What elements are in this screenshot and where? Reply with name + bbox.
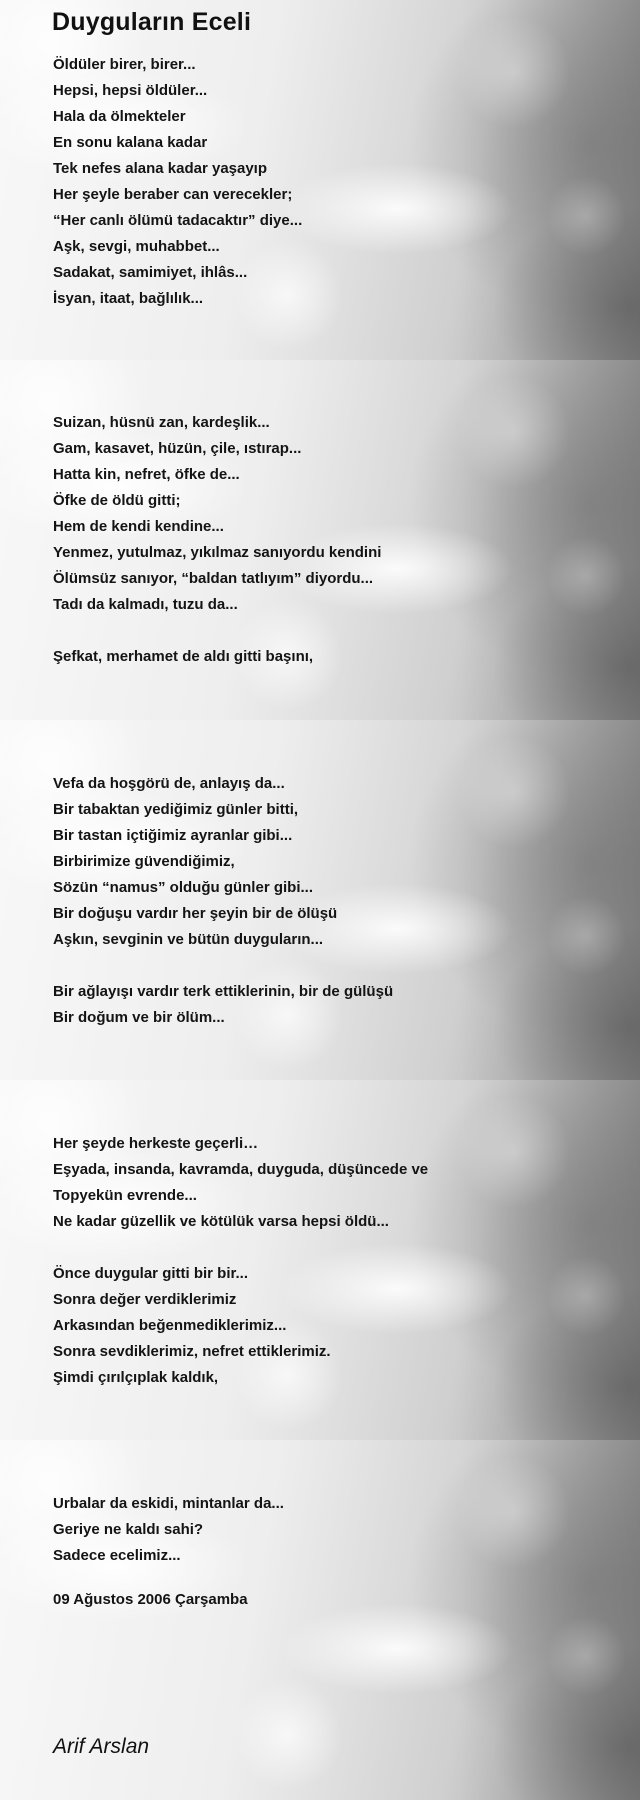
poem-line: Topyekün evrende... bbox=[53, 1187, 197, 1204]
poem-line: Öldüler birer, birer... bbox=[53, 56, 196, 73]
poem-line: Hala da ölmekteler bbox=[53, 108, 186, 125]
poem-line: Her şeyde herkeste geçerli… bbox=[53, 1135, 259, 1152]
poem-line: Urbalar da eskidi, mintanlar da... bbox=[53, 1495, 284, 1512]
poem-line: Hatta kin, nefret, öfke de... bbox=[53, 466, 240, 483]
poem-line: Bir doğuşu vardır her şeyin bir de ölüşü bbox=[53, 905, 338, 922]
poem-panel-3 bbox=[0, 720, 640, 1080]
poem-line: Gam, kasavet, hüzün, çile, ıstırap... bbox=[53, 440, 302, 457]
poem-line: Öfke de öldü gitti; bbox=[53, 492, 181, 509]
poem-line: Sonra değer verdiklerimiz bbox=[53, 1291, 237, 1308]
poem-line: Hepsi, hepsi öldüler... bbox=[53, 82, 208, 99]
stanza-5 bbox=[53, 1491, 284, 1569]
poem-line: Sonra sevdiklerimiz, nefret ettiklerimiz. bbox=[53, 1343, 331, 1360]
stanza-2 bbox=[53, 410, 381, 670]
poem-line: Yenmez, yutulmaz, yıkılmaz sanıyordu kendini bbox=[53, 544, 382, 561]
poem-line: Önce duygular gitti bir bir... bbox=[53, 1265, 249, 1282]
poem-line: Birbirimize güvendiğimiz, bbox=[53, 853, 235, 870]
poem-line: Eşyada, insanda, kavramda, duyguda, düşüncede ve bbox=[53, 1161, 429, 1178]
poem-line: Tadı da kalmadı, tuzu da... bbox=[53, 596, 238, 613]
poem-line: Her şeyle beraber can verecekler; bbox=[53, 186, 293, 203]
stanza-4 bbox=[53, 1131, 428, 1391]
stanza-break bbox=[53, 618, 381, 644]
poem-line: “Her canlı ölümü tadacaktır” diye... bbox=[53, 212, 303, 229]
poem-panel-1 bbox=[0, 0, 640, 360]
poem-line: En sonu kalana kadar bbox=[53, 134, 208, 151]
poem-author: Arif Arslan bbox=[53, 1735, 150, 1758]
poem-date: 09 Ağustos 2006 Çarşamba bbox=[53, 1591, 248, 1608]
poem-panel-4 bbox=[0, 1080, 640, 1440]
poem-line: Geriye ne kaldı sahi? bbox=[53, 1521, 204, 1538]
poem-panel-2 bbox=[0, 360, 640, 720]
poem-line: Şefkat, merhamet de aldı gitti başını, bbox=[53, 648, 314, 665]
poem-line: Bir tabaktan yediğimiz günler bitti, bbox=[53, 801, 299, 818]
poem-line: Sadece ecelimiz... bbox=[53, 1547, 181, 1564]
poem-line: Tek nefes alana kadar yaşayıp bbox=[53, 160, 268, 177]
stanza-1 bbox=[53, 52, 302, 312]
poem-line: Şimdi çırılçıplak kaldık, bbox=[53, 1369, 219, 1386]
poem-line: İsyan, itaat, bağlılık... bbox=[53, 290, 204, 307]
poem-line: Bir doğum ve bir ölüm... bbox=[53, 1009, 225, 1026]
poem-line: Aşk, sevgi, muhabbet... bbox=[53, 238, 220, 255]
poem-line: Sadakat, samimiyet, ihlâs... bbox=[53, 264, 248, 281]
poem-line: Sözün “namus” olduğu günler gibi... bbox=[53, 879, 313, 896]
poem-line: Bir ağlayışı vardır terk ettiklerinin, bir de gülüşü bbox=[53, 983, 394, 1000]
poem-line: Ne kadar güzellik ve kötülük varsa hepsi öldü... bbox=[53, 1213, 389, 1230]
poem-line: Hem de kendi kendine... bbox=[53, 518, 224, 535]
stanza-break bbox=[53, 1235, 428, 1261]
poem-line: Vefa da hoşgörü de, anlayış da... bbox=[53, 775, 285, 792]
poem-line: Aşkın, sevginin ve bütün duyguların... bbox=[53, 931, 324, 948]
poem-line: Bir tastan içtiğimiz ayranlar gibi... bbox=[53, 827, 293, 844]
poem-line: Suizan, hüsnü zan, kardeşlik... bbox=[53, 414, 270, 431]
poem-panel-5 bbox=[0, 1440, 640, 1800]
poem-line: Arkasından beğenmediklerimiz... bbox=[53, 1317, 287, 1334]
poem-line: Ölümsüz sanıyor, “baldan tatlıyım” diyordu... bbox=[53, 570, 374, 587]
poem-title: Duyguların Eceli bbox=[52, 8, 252, 36]
stanza-break bbox=[53, 953, 393, 979]
stanza-3 bbox=[53, 771, 393, 1031]
